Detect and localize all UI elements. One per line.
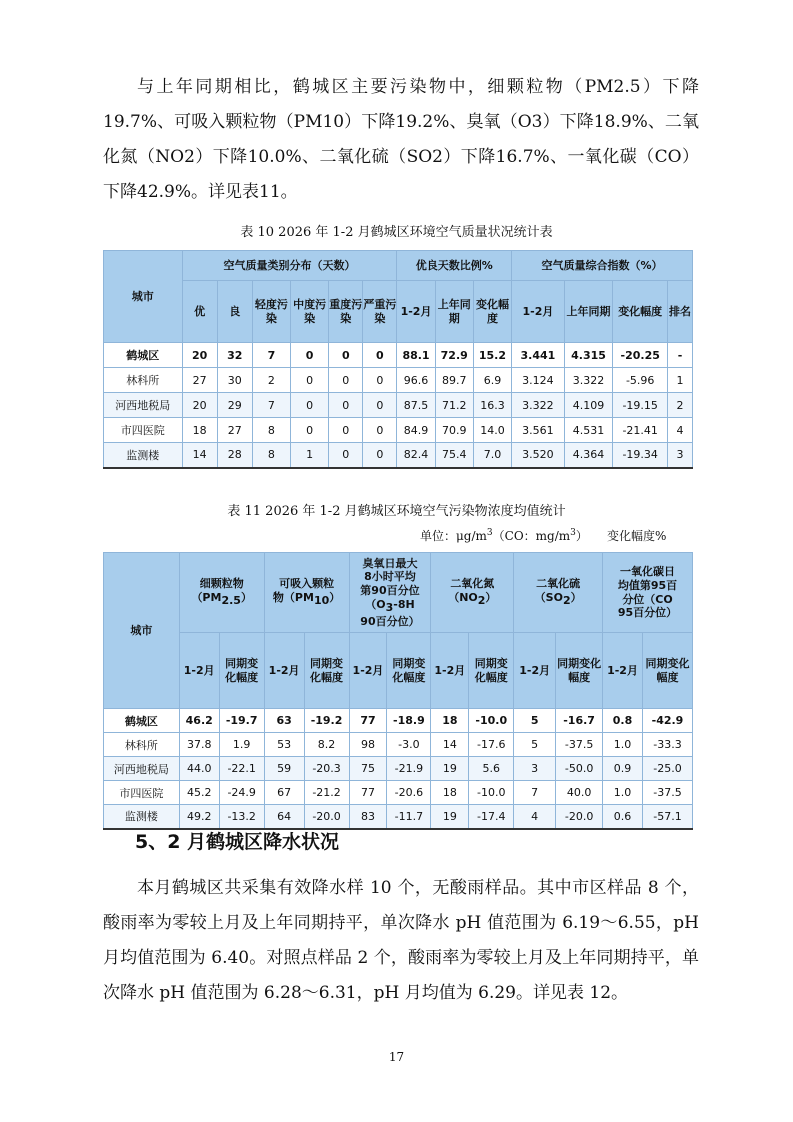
table-row	[104, 757, 693, 781]
table-cell: 1.0	[603, 781, 643, 805]
row-city: 市四医院	[104, 781, 180, 805]
table-row	[104, 709, 693, 733]
table-cell: 19	[431, 805, 469, 829]
table11-caption: 表 11 2026 年 1-2 月鹤城区环境空气污染物浓度均值统计	[227, 504, 566, 519]
table-cell: 14	[431, 733, 469, 757]
table11	[103, 552, 693, 830]
table-cell: -21.41	[613, 418, 668, 443]
row-city: 监测楼	[104, 805, 180, 829]
table-cell: -22.1	[219, 757, 264, 781]
table-cell: 0.6	[603, 805, 643, 829]
table-cell: 0	[329, 443, 363, 468]
table-cell: 30	[217, 368, 252, 393]
table-cell: 49.2	[179, 805, 219, 829]
table-cell: -19.2	[304, 709, 349, 733]
t11-header-co: 一氧化碳日 均值第95百 分位（CO 95百分位）	[603, 553, 693, 633]
table-cell: 77	[349, 781, 387, 805]
table-cell: 0	[363, 393, 397, 418]
t11-header-so2: 二氧化硫 （SO2）	[514, 553, 603, 633]
table-cell: 3.322	[564, 368, 613, 393]
table-row	[104, 781, 693, 805]
table-cell: 77	[349, 709, 387, 733]
table-cell: -37.5	[642, 781, 692, 805]
table-row	[104, 393, 693, 418]
t11-subheader-period: 1-2月	[264, 633, 304, 709]
table-cell: 3.322	[512, 393, 565, 418]
t10-header-group-index: 空气质量综合指数（%）	[512, 251, 693, 281]
table-cell: 0	[291, 393, 329, 418]
table-cell: 0	[329, 418, 363, 443]
table-cell: -17.4	[469, 805, 514, 829]
t10-subheader-col: 上年同期	[435, 281, 473, 343]
table-cell: 5	[514, 733, 556, 757]
t11-subheader-change: 同期变化幅度	[304, 633, 349, 709]
table-cell: -3.0	[387, 733, 431, 757]
table-cell: 0	[291, 368, 329, 393]
table-cell: -21.2	[304, 781, 349, 805]
table-cell: -33.3	[642, 733, 692, 757]
t11-subheader-change: 同期变化幅度	[219, 633, 264, 709]
table-cell: 4.315	[564, 343, 613, 368]
table-cell: -19.34	[613, 443, 668, 468]
table-cell: 0	[291, 418, 329, 443]
table-cell: 1	[668, 368, 693, 393]
table-cell: 89.7	[435, 368, 473, 393]
t10-subheader-col: 严重污染	[363, 281, 397, 343]
table-cell: -16.7	[556, 709, 603, 733]
table-cell: 45.2	[179, 781, 219, 805]
table-row	[104, 805, 693, 829]
table-cell: 75.4	[435, 443, 473, 468]
table-cell: 1.0	[603, 733, 643, 757]
table-cell: 1	[291, 443, 329, 468]
table-cell: 0	[363, 368, 397, 393]
table-cell: 3	[514, 757, 556, 781]
table-row	[104, 418, 693, 443]
table-cell: 82.4	[397, 443, 435, 468]
t11-subheader-change: 同期变化幅度	[642, 633, 692, 709]
table-cell: 8.2	[304, 733, 349, 757]
table-cell: 27	[182, 368, 217, 393]
t11-subheader-period: 1-2月	[603, 633, 643, 709]
table-cell: 87.5	[397, 393, 435, 418]
table-cell: 20	[182, 343, 217, 368]
table-cell: 7	[514, 781, 556, 805]
table10	[103, 250, 693, 469]
table-cell: -42.9	[642, 709, 692, 733]
t11-header-pm10: 可吸入颗粒 物（PM10）	[264, 553, 349, 633]
t11-header-pm25: 细颗粒物 （PM2.5）	[179, 553, 264, 633]
table-cell: -19.7	[219, 709, 264, 733]
table-cell: 70.9	[435, 418, 473, 443]
t10-subheader-col: 变化幅度	[473, 281, 511, 343]
table-cell: 0	[329, 343, 363, 368]
table-cell: 96.6	[397, 368, 435, 393]
table-cell: 83	[349, 805, 387, 829]
table-cell: 0	[363, 443, 397, 468]
t11-subheader-period: 1-2月	[514, 633, 556, 709]
table-cell: 4	[668, 418, 693, 443]
table-cell: 72.9	[435, 343, 473, 368]
t10-subheader-col: 1-2月	[512, 281, 565, 343]
table-cell: -10.0	[469, 781, 514, 805]
t10-subheader-col: 中度污染	[291, 281, 329, 343]
table-cell: 0	[363, 418, 397, 443]
row-city: 鹤城区	[104, 709, 180, 733]
page-number: 17	[388, 1050, 405, 1064]
table-cell: 7	[252, 343, 290, 368]
table-cell: 88.1	[397, 343, 435, 368]
table-cell: 5	[514, 709, 556, 733]
table-cell: 4.364	[564, 443, 613, 468]
table-cell: 14.0	[473, 418, 511, 443]
table-row	[104, 733, 693, 757]
table-cell: 27	[217, 418, 252, 443]
t11-subheader-change: 同期变化幅度	[469, 633, 514, 709]
table-cell: -24.9	[219, 781, 264, 805]
row-city: 林科所	[104, 368, 183, 393]
row-city: 河西地税局	[104, 393, 183, 418]
table-cell: -37.5	[556, 733, 603, 757]
table-cell: 5.6	[469, 757, 514, 781]
table-cell: 0.9	[603, 757, 643, 781]
table-row	[104, 343, 693, 368]
table-cell: -25.0	[642, 757, 692, 781]
table-cell: 8	[252, 418, 290, 443]
table-cell: -10.0	[469, 709, 514, 733]
row-city: 河西地税局	[104, 757, 180, 781]
table-row	[104, 443, 693, 468]
t10-subheader-col: 变化幅度	[613, 281, 668, 343]
t11-subheader-period: 1-2月	[349, 633, 387, 709]
table10-caption: 表 10 2026 年 1-2 月鹤城区环境空气质量状况统计表	[240, 225, 553, 240]
table-cell: 0	[329, 393, 363, 418]
table-cell: 7.0	[473, 443, 511, 468]
row-city: 监测楼	[104, 443, 183, 468]
table-cell: -57.1	[642, 805, 692, 829]
table-cell: 84.9	[397, 418, 435, 443]
table-cell: -18.9	[387, 709, 431, 733]
table-cell: 3.561	[512, 418, 565, 443]
table-cell: -17.6	[469, 733, 514, 757]
table-cell: -	[668, 343, 693, 368]
table-cell: 16.3	[473, 393, 511, 418]
table-cell: 3.520	[512, 443, 565, 468]
table-cell: 15.2	[473, 343, 511, 368]
table-row	[104, 368, 693, 393]
table-cell: -11.7	[387, 805, 431, 829]
table-cell: -13.2	[219, 805, 264, 829]
row-city: 市四医院	[104, 418, 183, 443]
table-cell: 7	[252, 393, 290, 418]
t10-header-group-category: 空气质量类别分布（天数）	[182, 251, 397, 281]
table-cell: 18	[431, 781, 469, 805]
t10-header-group-ratio: 优良天数比例%	[397, 251, 512, 281]
table-cell: 18	[182, 418, 217, 443]
table-cell: 3.124	[512, 368, 565, 393]
table-cell: 64	[264, 805, 304, 829]
table-cell: 14	[182, 443, 217, 468]
table-cell: -19.15	[613, 393, 668, 418]
table-cell: 4.109	[564, 393, 613, 418]
table-cell: 32	[217, 343, 252, 368]
table-cell: 0	[291, 343, 329, 368]
table-cell: 29	[217, 393, 252, 418]
table-cell: -20.0	[304, 805, 349, 829]
table-cell: 37.8	[179, 733, 219, 757]
table-cell: 44.0	[179, 757, 219, 781]
t11-subheader-period: 1-2月	[179, 633, 219, 709]
t10-subheader-col: 排名	[668, 281, 693, 343]
table-cell: 4.531	[564, 418, 613, 443]
table-cell: 0	[329, 368, 363, 393]
row-city: 林科所	[104, 733, 180, 757]
t10-header-city: 城市	[104, 251, 183, 343]
table-cell: 8	[252, 443, 290, 468]
t10-subheader-col: 1-2月	[397, 281, 435, 343]
table-cell: 0	[363, 343, 397, 368]
table-cell: 63	[264, 709, 304, 733]
t10-subheader-col: 良	[217, 281, 252, 343]
intro-paragraph: 与上年同期相比，鹤城区主要污染物中，细颗粒物（PM2.5）下降19.7%、可吸入颗粒物（PM10）下降19.2%、臭氧（O3）下降18.9%、二氧化氮（NO2）下降10.0%、二氧化硫（SO2）下降16.7%、一氧化碳（CO）下降42.9%。详见表11。	[103, 77, 699, 202]
table-cell: 19	[431, 757, 469, 781]
table-cell: -20.25	[613, 343, 668, 368]
table-cell: 67	[264, 781, 304, 805]
table-cell: -5.96	[613, 368, 668, 393]
rain-paragraph: 本月鹤城区共采集有效降水样 10 个，无酸雨样品。其中市区样品 8 个，酸雨率为零较上月及上年同期持平，单次降水 pH 值范围为 6.19～6.55，pH 月均值范围为 6.40。对照点样品 2 个，酸雨率为零较上月及上年同期持平，单次降水 pH 值范围为 6.28～6.31，pH 月均值为 6.29。详见表 12。	[103, 878, 699, 1003]
table-cell: 0.8	[603, 709, 643, 733]
table-cell: 28	[217, 443, 252, 468]
table-cell: 18	[431, 709, 469, 733]
table-cell: 75	[349, 757, 387, 781]
table-cell: 6.9	[473, 368, 511, 393]
table-cell: -21.9	[387, 757, 431, 781]
table-cell: -50.0	[556, 757, 603, 781]
t11-header-o3: 臭氧日最大 8小时平均 第90百分位 （O3-8H 90百分位）	[349, 553, 431, 633]
table-cell: 40.0	[556, 781, 603, 805]
t11-subheader-period: 1-2月	[431, 633, 469, 709]
table-cell: -20.3	[304, 757, 349, 781]
section-title: 5、2 月鹤城区降水状况	[135, 831, 340, 853]
t11-header-city: 城市	[104, 553, 180, 709]
table-cell: 20	[182, 393, 217, 418]
table-cell: 3	[668, 443, 693, 468]
table-cell: 98	[349, 733, 387, 757]
row-city: 鹤城区	[104, 343, 183, 368]
t10-subheader-col: 优	[182, 281, 217, 343]
table-cell: 53	[264, 733, 304, 757]
t11-subheader-change: 同期变化幅度	[556, 633, 603, 709]
table-cell: 3.441	[512, 343, 565, 368]
t11-subheader-change: 同期变化幅度	[387, 633, 431, 709]
table-cell: 59	[264, 757, 304, 781]
table-cell: -20.6	[387, 781, 431, 805]
t10-subheader-col: 上年同期	[564, 281, 613, 343]
table-cell: 4	[514, 805, 556, 829]
table-cell: 2	[668, 393, 693, 418]
table-cell: 1.9	[219, 733, 264, 757]
table-cell: 71.2	[435, 393, 473, 418]
t10-subheader-col: 重度污染	[329, 281, 363, 343]
table-cell: -20.0	[556, 805, 603, 829]
t10-subheader-col: 轻度污染	[252, 281, 290, 343]
table11-unit: 单位：$\mu g/m^3(CO$：$mg/m^3$） 变化幅度%	[420, 528, 667, 543]
table-cell: 46.2	[179, 709, 219, 733]
table-cell: 2	[252, 368, 290, 393]
t11-header-no2: 二氧化氮 （NO2）	[431, 553, 514, 633]
